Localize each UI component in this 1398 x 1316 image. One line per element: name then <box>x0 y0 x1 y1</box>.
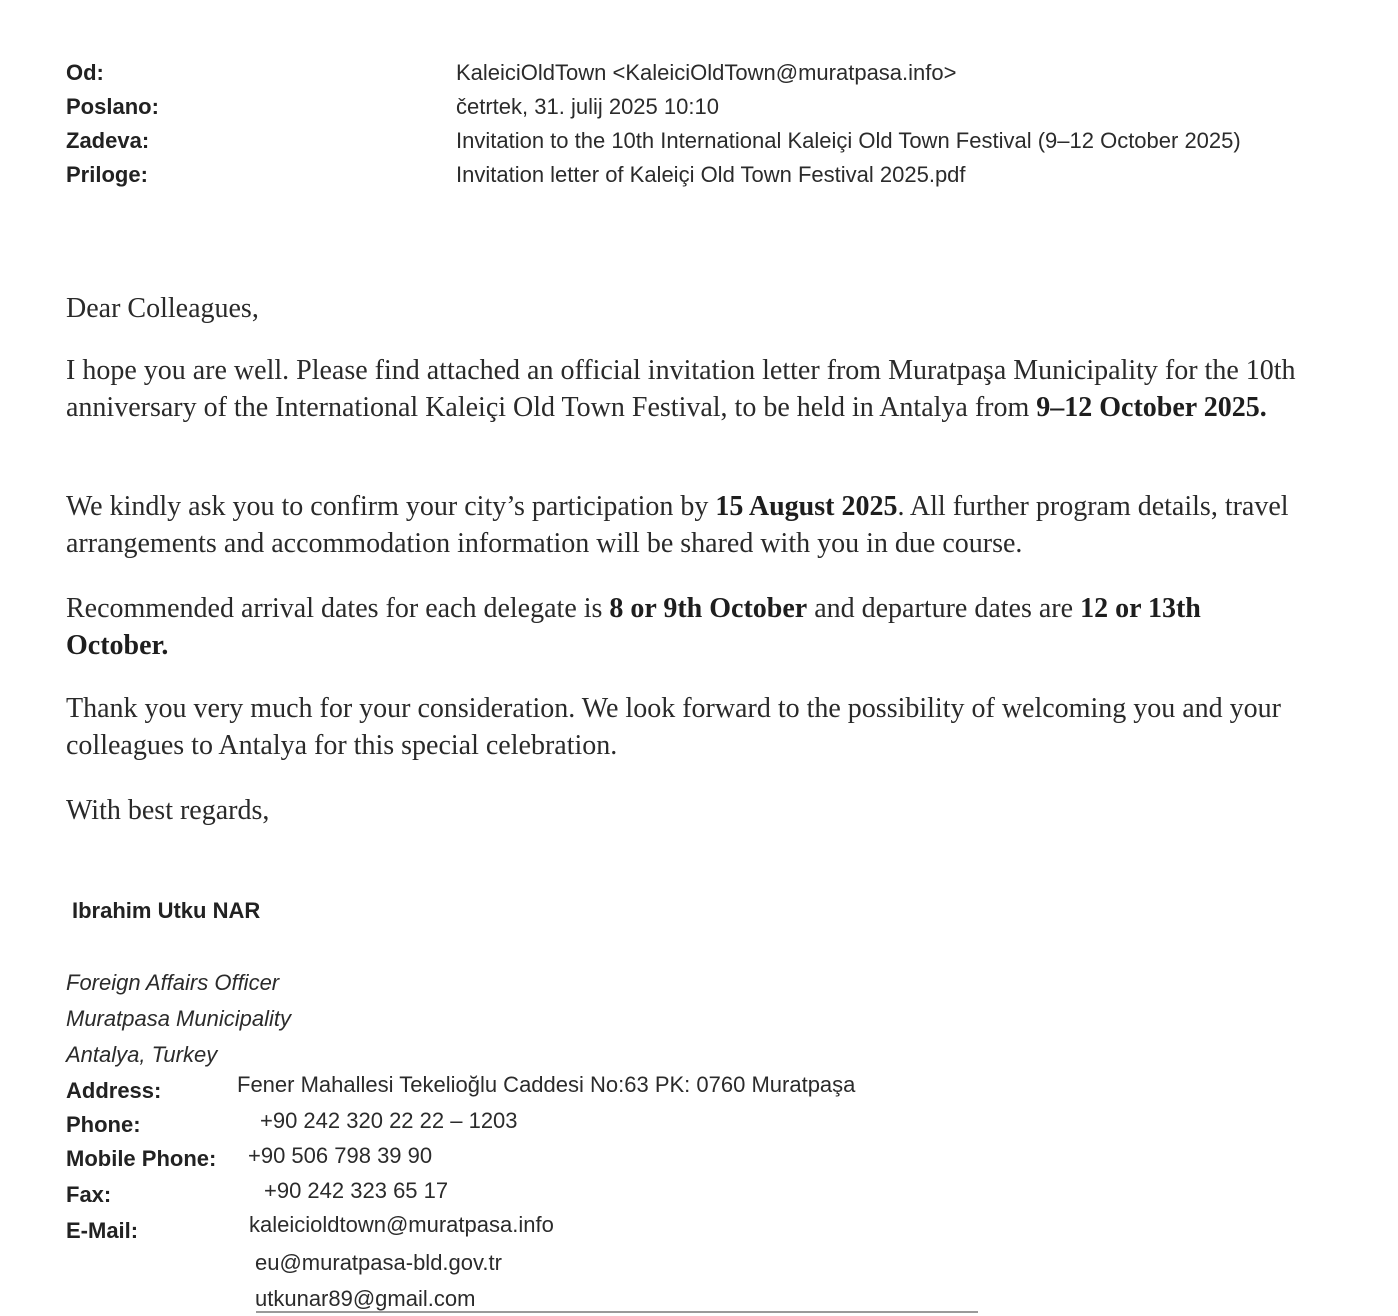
email-link[interactable]: kaleicioldtown@muratpasa.info <box>249 1212 554 1237</box>
phone-label: Phone: <box>66 1112 141 1137</box>
festival-dates: 9–12 October 2025. <box>1036 392 1267 423</box>
signature-name: Ibrahim Utku NAR <box>72 898 261 923</box>
arrival-text: Recommended arrival dates for each delegate is <box>66 593 610 624</box>
subject-label: Zadeva: <box>66 128 150 153</box>
closing: With best regards, <box>66 795 270 826</box>
arrival-dates: 8 or 9th October <box>609 593 808 624</box>
signature-location: Antalya, Turkey <box>66 1042 218 1067</box>
address-value: Fener Mahallesi Tekelioğlu Caddesi No:63 PK: 0760 Muratpaşa <box>237 1072 856 1097</box>
sent-value: četrtek, 31. julij 2025 10:10 <box>456 94 719 119</box>
attachments-label: Priloge: <box>66 162 148 187</box>
fax-label: Fax: <box>66 1182 112 1207</box>
paragraph-invitation <box>66 352 1366 426</box>
departure-dates: 12 or 13th October. <box>66 593 1201 661</box>
signature-title: Foreign Affairs Officer <box>66 970 280 995</box>
from-value: KaleiciOldTown <KaleiciOldTown@muratpasa.info> <box>456 60 957 85</box>
departure-text: and departure dates are <box>807 593 1081 624</box>
signature-organization: Muratpasa Municipality <box>66 1006 291 1031</box>
email-label: E-Mail: <box>66 1218 139 1243</box>
paragraph-confirmation <box>66 488 1366 562</box>
confirmation-text: We kindly ask you to confirm your city’s participation by <box>66 491 716 522</box>
confirmation-deadline: 15 August 2025 <box>715 491 898 522</box>
confirmation-text-end: . All further program details, travel arrangements and accommodation information will be shared with you in due course. <box>66 491 1289 559</box>
from-label: Od: <box>66 60 104 85</box>
phone-value: +90 242 320 22 22 – 1203 <box>260 1108 518 1133</box>
address-label: Address: <box>66 1078 162 1103</box>
greeting: Dear Colleagues, <box>66 293 259 324</box>
paragraph-invitation-text: I hope you are well. Please find attached an official invitation letter from Muratpaşa Municipality for the 10th anniversary of the International Kaleiçi Old Town Festival, to be held in Antalya from <box>66 355 1296 423</box>
mobile-value: +90 506 798 39 90 <box>248 1143 433 1168</box>
mobile-label: Mobile Phone: <box>66 1146 217 1171</box>
paragraph-dates <box>66 590 1266 664</box>
fax-value: +90 242 323 65 17 <box>264 1178 449 1203</box>
subject-value: Invitation to the 10th International Kaleiçi Old Town Festival (9–12 October 2025) <box>456 128 1241 153</box>
paragraph-thanks: Thank you very much for your consideration. We look forward to the possibility of welcoming you and your colleagues to Antalya for this special celebration. <box>66 693 1281 761</box>
email-link[interactable]: eu@muratpasa-bld.gov.tr <box>255 1250 502 1275</box>
attachment-file: Invitation letter of Kaleiçi Old Town Festival 2025.pdf <box>456 162 966 187</box>
sent-label: Poslano: <box>66 94 159 119</box>
email-link[interactable]: utkunar89@gmail.com <box>255 1286 476 1311</box>
divider <box>256 1311 978 1313</box>
